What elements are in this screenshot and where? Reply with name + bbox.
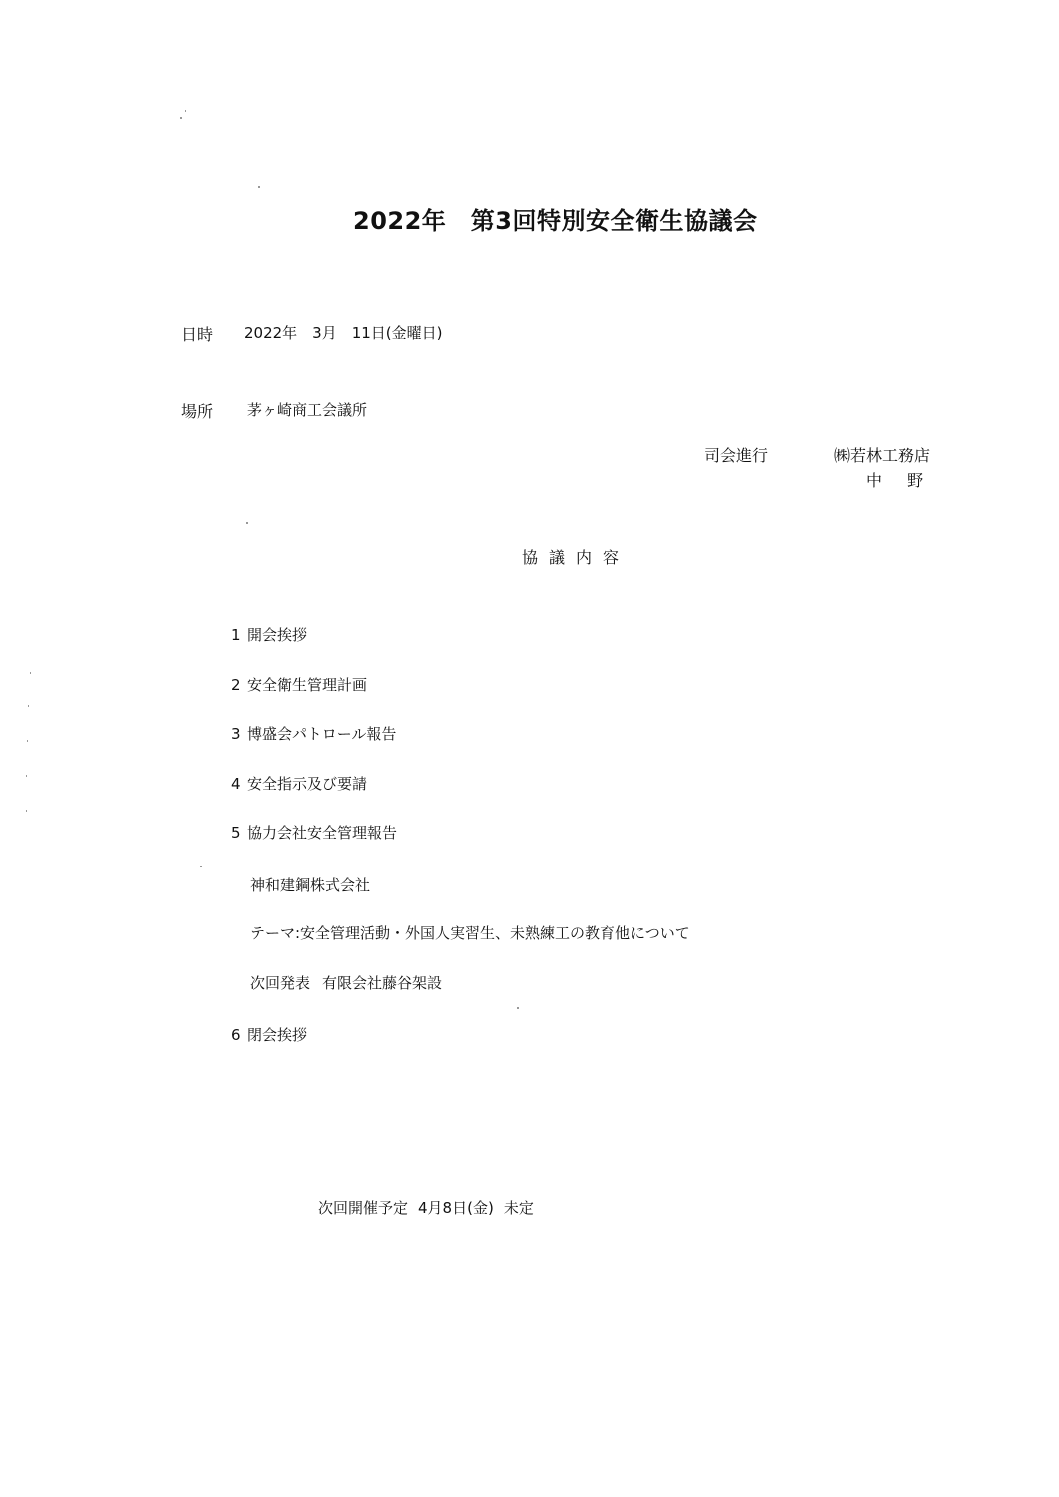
agenda-item xyxy=(231,723,396,744)
scan-speck xyxy=(258,186,260,188)
agenda-text: 閉会挨拶 xyxy=(247,1026,308,1044)
next-meeting-date: 4月8日(金) xyxy=(418,1199,494,1217)
next-meeting-label: 次回開催予定 xyxy=(318,1199,409,1217)
presentation-theme: テーマ:安全管理活動・外国人実習生、未熟練工の教育他について xyxy=(250,924,690,942)
scan-speck xyxy=(200,866,202,867)
agenda-text: 協力会社安全管理報告 xyxy=(247,824,398,842)
scan-speck xyxy=(246,522,248,524)
date-value: 2022年 3月 11日(金曜日) xyxy=(244,324,443,342)
scan-speck xyxy=(26,810,27,812)
agenda-item xyxy=(231,822,397,843)
scan-speck xyxy=(26,775,27,777)
document-title: 2022年 第3回特別安全衛生協議会 xyxy=(353,207,758,235)
next-meeting xyxy=(318,1197,534,1218)
next-presenter xyxy=(250,972,442,993)
next-presenter-label: 次回発表 xyxy=(250,974,311,992)
place-value: 茅ヶ崎商工会議所 xyxy=(247,401,368,419)
presenting-company: 神和建鋼株式会社 xyxy=(250,876,371,894)
next-meeting-status: 未定 xyxy=(503,1199,534,1217)
agenda-number: 4 xyxy=(231,775,241,793)
agenda-text: 安全指示及び要請 xyxy=(247,775,368,793)
scan-speck xyxy=(28,705,29,707)
date-label: 日時 xyxy=(181,325,214,344)
scan-speck xyxy=(185,110,186,112)
agenda-number: 2 xyxy=(231,676,241,694)
next-presenter-company: 有限会社藤谷架設 xyxy=(322,974,443,992)
mc-label: 司会進行 xyxy=(704,446,769,465)
agenda-number: 5 xyxy=(231,824,241,842)
mc-person: 中 野 xyxy=(866,471,934,490)
agenda-number: 3 xyxy=(231,725,241,743)
agenda-item xyxy=(231,773,367,794)
agenda-item xyxy=(231,1024,307,1045)
scan-speck xyxy=(517,1007,519,1009)
agenda-item xyxy=(231,674,367,695)
scan-speck xyxy=(30,672,31,674)
mc-company: ㈱若林工務店 xyxy=(834,446,931,465)
agenda-text: 博盛会パトロール報告 xyxy=(247,725,397,743)
scan-speck xyxy=(27,740,28,742)
agenda-number: 6 xyxy=(231,1026,241,1044)
scan-speck xyxy=(180,117,182,119)
agenda-text: 開会挨拶 xyxy=(247,626,308,644)
agenda-text: 安全衛生管理計画 xyxy=(247,676,368,694)
section-heading: 協議内容 xyxy=(522,548,631,567)
agenda-item xyxy=(231,624,307,645)
place-label: 場所 xyxy=(181,402,214,421)
agenda-number: 1 xyxy=(231,626,241,644)
